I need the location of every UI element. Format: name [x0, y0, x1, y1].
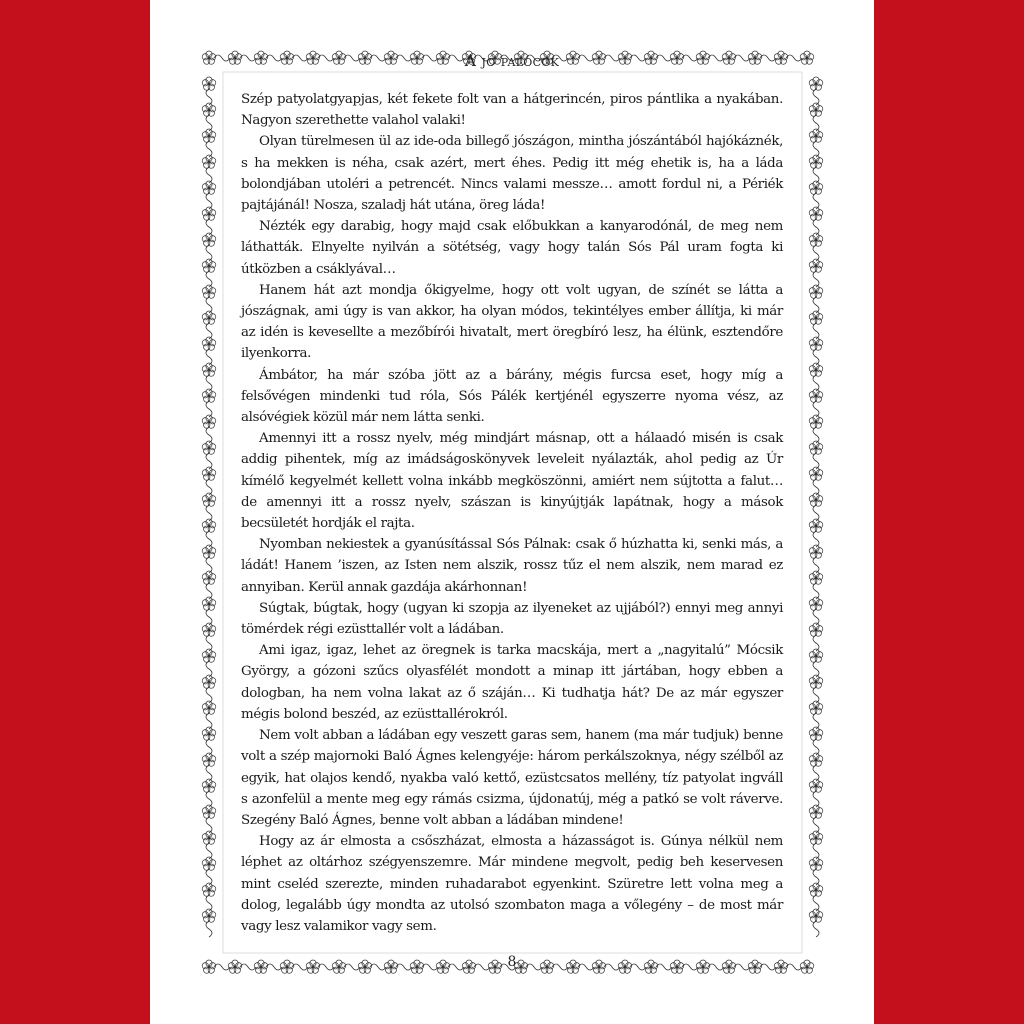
flower-ornament [202, 77, 216, 90]
paragraph: Ami igaz, igaz, lehet az öregnek is tarka macskája, mert a „nagyitalú” Mócsik György, a gózoni szűcs olyasfélét mondott a minap itt jártában, hogy ebben a dologban, ha nem volna lakat az ő száján… Ki tudhatja hát? De az már egyszer mégis bolond beszéd, az ezüsttallérokról. [241, 643, 783, 722]
vine-ornament [813, 297, 819, 313]
vine-ornament [813, 843, 819, 859]
paragraph: Ámbátor, ha már szóba jött az a bárány, mégis furcsa eset, hogy míg a felsővégen mindenki tud róla, Sós Pálék kertjénél egyszerre nyoma vész, az alsóvégiek közül már nem látta senki. [241, 367, 783, 426]
vine-ornament [206, 921, 212, 937]
vine-ornament [813, 167, 819, 183]
book-page [150, 0, 874, 1024]
vine-ornament [813, 115, 819, 131]
vine-ornament [206, 323, 212, 339]
vine-ornament [206, 89, 212, 105]
vine-ornament [813, 531, 819, 547]
vine-ornament [206, 349, 212, 365]
vine-ornament [813, 713, 819, 729]
vine-ornament [206, 531, 212, 547]
vine-ornament [813, 479, 819, 495]
vine-ornament [813, 557, 819, 573]
paragraph: Olyan türelmesen ül az ide-oda billegő jószágon, mintha jószántából hajókázné​k, s ha mekken is néha, csak azért, mert éhes. Pedig itt még ehetik is, ha a láda bolondjában utoléri a petrencét. Nincs valami messze… amott fordul ni, a Périék pajtájánál! Nosza, szaladj hát utána, öreg láda! [241, 134, 783, 214]
vine-ornament [813, 765, 819, 781]
paragraph: Hogy az ár elmosta a csőszházat, elmosta a házasságot is. Gúnya nélkül nem léphet az oltárhoz szégyenszemre. Már mindene megvolt, pedig beh keservesen mint cseléd szerezte, minden ruhadarabot egyenkint. Szüretre lett volna meg a dolog, legalább úgy mondta az utolsó szombaton maga a vőlegény – de most már vagy lesz valamikor vagy sem. [241, 834, 783, 934]
vine-ornament [813, 427, 819, 443]
paragraph: Nyomban nekiestek a gyanúsítással Sós Pálnak: csak ő húzhatta ki, senki más, a ládát! Hanem ’iszen, az Isten nem alszik, rossz tűz el nem alszik, nem marad ez annyiban. Kerül annak gazdája akárhonnan! [241, 537, 783, 595]
vine-ornament [206, 791, 212, 807]
vine-ornament [813, 193, 819, 209]
vine-ornament [206, 739, 212, 755]
vine-ornament [813, 609, 819, 625]
vine-ornament [813, 583, 819, 599]
vine-ornament [813, 141, 819, 157]
vine-ornament [206, 661, 212, 677]
vine-ornament [813, 791, 819, 807]
paragraph: Hanem hát azt mondja őkigyelme, hogy ott volt ugyan, de színét se látta a jószágnak, ami úgy is van akkor, ha olyan módos, tekintélyes ember állítja, ki már az idén is kevesellte a mezőbírói hivatalt, mert öregbíró lesz, ha élünk, esztendőre ilyenkorra. [241, 282, 783, 362]
vine-ornament [206, 141, 212, 157]
vine-ornament [813, 895, 819, 911]
vine-ornament [813, 687, 819, 703]
vine-ornament [206, 713, 212, 729]
vine-ornament [813, 739, 819, 755]
vine-ornament [813, 375, 819, 391]
vine-ornament [813, 401, 819, 417]
paragraph: Súgtak, búgtak, hogy (ugyan ki szopja az ilyeneket az ujjából?) ennyi meg annyi tömérdek régi ezüsttallér volt a ládában. [241, 600, 783, 638]
vine-ornament [206, 453, 212, 469]
vine-ornament [206, 843, 212, 859]
paragraph: Szép patyolatgyapjas, két fekete folt van a hátgerincén, piros pántlika a nyakában. Nagyon szerethette valahol valaki! [241, 92, 783, 129]
vine-ornament [206, 479, 212, 495]
vine-ornament [813, 817, 819, 833]
vine-ornament [206, 401, 212, 417]
vine-ornament [813, 219, 819, 235]
flower-ornament [809, 77, 823, 90]
vine-ornament [813, 505, 819, 521]
vine-ornament [813, 89, 819, 105]
vine-ornament [206, 765, 212, 781]
vine-ornament [206, 635, 212, 651]
body-text [241, 89, 783, 937]
vine-ornament [206, 817, 212, 833]
paragraph: Nem volt abban a ládában egy veszett garas sem, hanem (ma már tudjuk) benne volt a szép majornoki Baló Ágnes kelengyéje: három perkálszoknya, négy szélből az egyik, hat olajos kendő, nyakba való kettő, ezüstcsatos mellény, tíz patyolat ingváll s azonfelül a mente meg egy rámás csizma, újdonatúj, még a patkó se volt ráverve. Szegény Baló Ágnes, benne volt abban a ládában mindene! [241, 728, 783, 828]
vine-ornament [813, 349, 819, 365]
vine-ornament [206, 583, 212, 599]
vine-ornament [206, 115, 212, 131]
vine-ornament [206, 609, 212, 625]
running-title: A jó palócok [464, 52, 560, 70]
vine-ornament [206, 505, 212, 521]
vine-ornament [206, 297, 212, 313]
vine-ornament [813, 453, 819, 469]
paragraph: Amennyi itt a rossz nyelv, még mindjárt másnap, ott a hálaadó misén is csak addig pihentek, míg az imádságoskönyvek leveleit nyálazták, ahol pedig az Úr kímélő kegyelmét kellett volna inkább megköszönni, amiért nem sújtotta a falut… de amennyi itt a rossz nyelv, szászan is kinyújtják lapátnak, hogy a mások becsületét hordják el rajta. [241, 431, 783, 532]
vine-ornament [206, 193, 212, 209]
vine-ornament [206, 895, 212, 911]
vine-ornament [206, 427, 212, 443]
vine-ornament [813, 661, 819, 677]
vine-ornament [813, 271, 819, 287]
vine-ornament [206, 245, 212, 261]
vine-ornament [206, 557, 212, 573]
vine-ornament [206, 375, 212, 391]
page-number: 8 [507, 954, 517, 970]
vine-ornament [813, 921, 819, 937]
vine-ornament [813, 245, 819, 261]
vine-ornament [206, 219, 212, 235]
vine-ornament [206, 271, 212, 287]
vine-ornament [813, 635, 819, 651]
vine-ornament [206, 687, 212, 703]
vine-ornament [206, 167, 212, 183]
vine-ornament [813, 323, 819, 339]
vine-ornament [813, 869, 819, 885]
vine-ornament [206, 869, 212, 885]
paragraph: Nézték egy darabig, hogy majd csak előbukkan a kanyarodónál, de meg nem láthatták. Elnyelte nyilván a sötétség, vagy hogy talán Sós Pál uram fogta ki útközben a csáklyával… [241, 219, 783, 277]
